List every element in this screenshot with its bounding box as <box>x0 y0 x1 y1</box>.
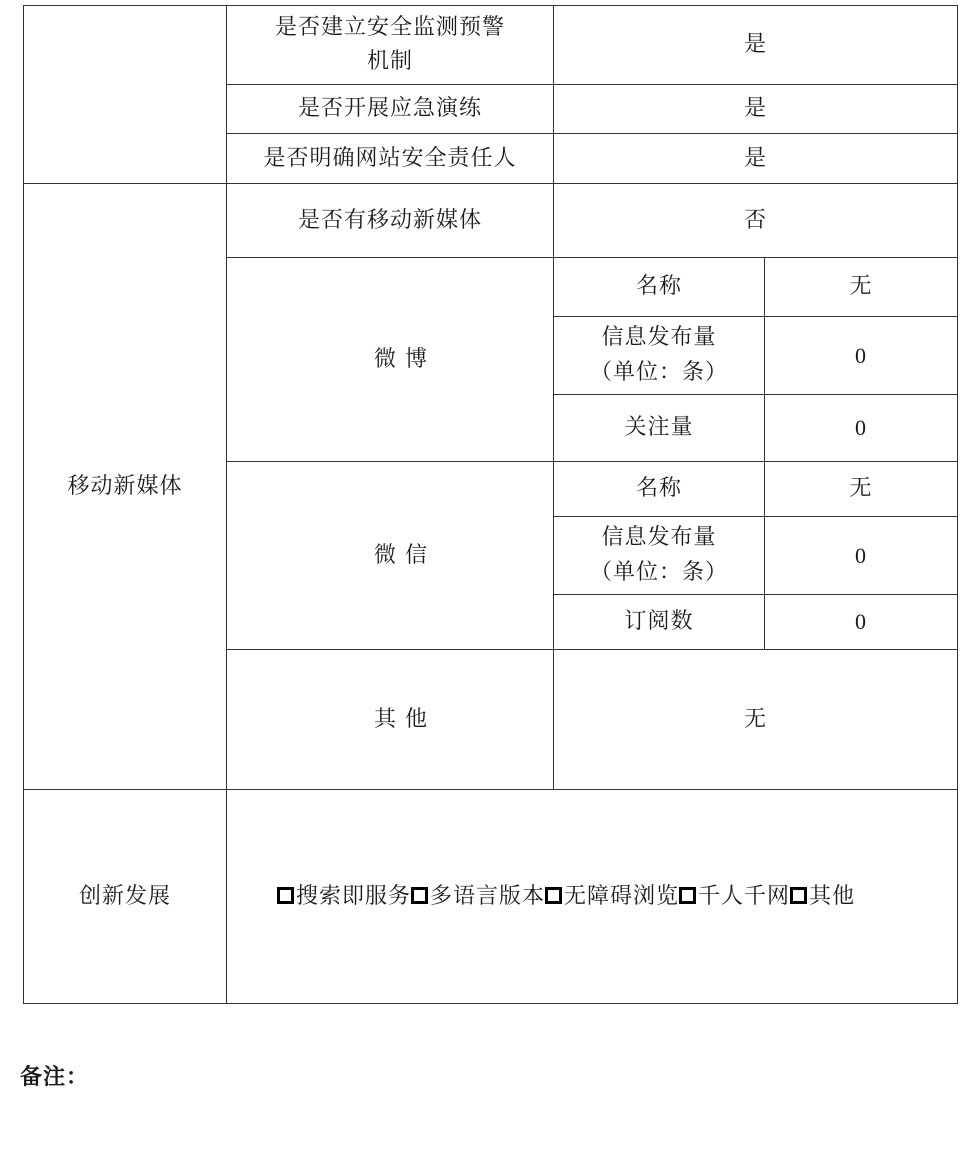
weibo-name-label: 名称 <box>554 258 765 317</box>
report-table <box>23 5 958 1004</box>
wechat-subscribers-value: 0 <box>765 595 958 650</box>
checkbox-icon[interactable] <box>277 887 294 904</box>
responsible-label: 是否明确网站安全责任人 <box>227 134 554 184</box>
checkbox-icon[interactable] <box>790 887 807 904</box>
weibo-followers-value: 0 <box>765 395 958 462</box>
monitoring-value: 是 <box>554 6 958 85</box>
other-value: 无 <box>554 650 958 790</box>
innovation-group-label: 创新发展 <box>24 790 227 1004</box>
note-label: 备注： <box>20 1065 90 1090</box>
weibo-posts-value: 0 <box>765 317 958 395</box>
wechat-posts-label-line1: 信息发布量 <box>601 525 717 551</box>
mobile-group-label: 移动新媒体 <box>24 184 227 790</box>
monitoring-label-line1: 是否建立安全监测预警 <box>274 14 505 40</box>
security-group-cell <box>24 6 227 184</box>
option-accessible-browsing[interactable]: 无障碍浏览 <box>545 884 679 909</box>
option-multilingual[interactable]: 多语言版本 <box>411 884 545 909</box>
other-label: 其 他 <box>227 650 554 790</box>
wechat-posts-label-line2: （单位：条） <box>589 559 728 585</box>
wechat-name-label: 名称 <box>554 462 765 517</box>
monitoring-label-line2: 机制 <box>366 49 413 74</box>
has-mobile-value: 否 <box>554 184 958 258</box>
checkbox-icon[interactable] <box>679 887 696 904</box>
option-search-as-service[interactable]: 搜索即服务 <box>277 884 411 909</box>
innovation-row <box>24 790 958 1004</box>
innovation-options-cell <box>227 790 958 1004</box>
weibo-name-value: 无 <box>765 258 958 317</box>
drill-value: 是 <box>554 85 958 134</box>
weibo-followers-label: 关注量 <box>554 395 765 462</box>
wechat-subscribers-label: 订阅数 <box>554 595 765 650</box>
drill-label: 是否开展应急演练 <box>227 85 554 134</box>
has-mobile-label: 是否有移动新媒体 <box>227 184 554 258</box>
weibo-posts-label <box>554 317 765 395</box>
responsible-value: 是 <box>554 134 958 184</box>
option-other[interactable]: 其他 <box>790 884 855 909</box>
wechat-posts-label <box>554 517 765 595</box>
wechat-name-value: 无 <box>765 462 958 517</box>
weibo-posts-label-line2: （单位：条） <box>589 359 728 385</box>
weibo-label: 微 博 <box>227 258 554 462</box>
innovation-options <box>277 878 855 915</box>
wechat-posts-value: 0 <box>765 517 958 595</box>
weibo-posts-label-line1: 信息发布量 <box>601 325 717 351</box>
checkbox-icon[interactable] <box>411 887 428 904</box>
monitoring-label <box>227 6 554 85</box>
option-personalized[interactable]: 千人千网 <box>679 884 790 909</box>
security-row-monitoring <box>24 6 958 85</box>
mobile-row-has <box>24 184 958 258</box>
wechat-label: 微 信 <box>227 462 554 650</box>
checkbox-icon[interactable] <box>545 887 562 904</box>
